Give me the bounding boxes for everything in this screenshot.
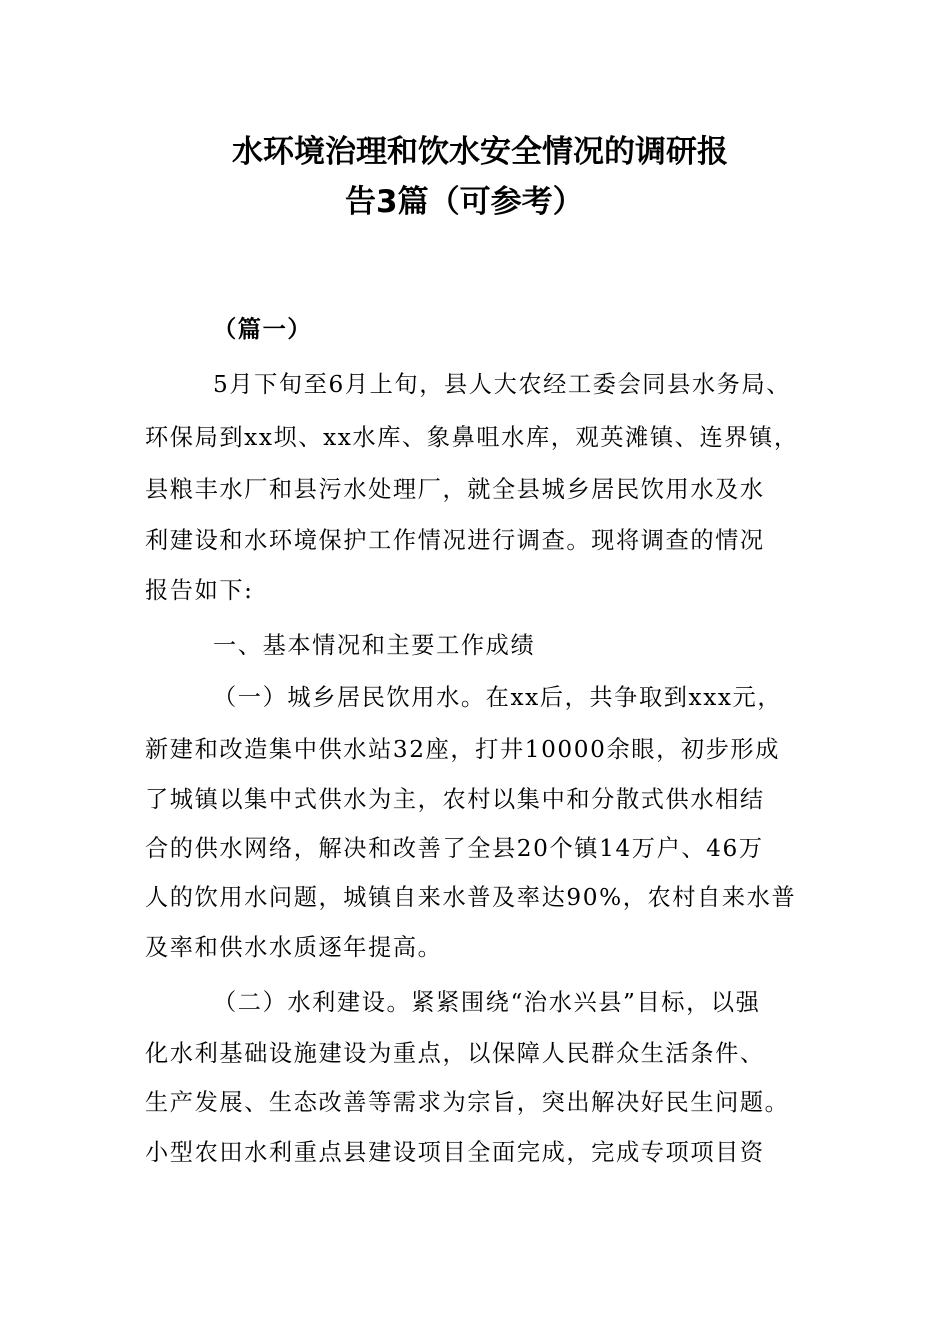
paragraph-line: 及率和供水水质逐年提高。 (145, 934, 443, 961)
section-label: （篇一） (213, 316, 313, 343)
paragraph-line: 了城镇以集中式供水为主，农村以集中和分散式供水相结 (145, 786, 765, 813)
paragraph-line: （二）水利建设。紧紧围绕“治水兴县”目标，以强 (213, 989, 761, 1016)
paragraph-line: （一）城乡居民饮用水。在xx后，共争取到xxx元， (213, 684, 783, 711)
paragraph-line: 化水利基础设施建设为重点，以保障人民群众生活条件、 (145, 1040, 765, 1067)
paragraph-line: 人的饮用水问题，城镇自来水普及率达90%，农村自来水普 (145, 884, 797, 911)
paragraph-line: 环保局到xx坝、xx水库、象鼻咀水库，观英滩镇、连界镇， (145, 424, 799, 451)
paragraph-line: 新建和改造集中供水站32座，打井10000余眼，初步形成 (145, 736, 781, 763)
section-heading: 一、基本情况和主要工作成绩 (213, 632, 536, 659)
paragraph-line: 合的供水网络，解决和改善了全县20个镇14万户、46万 (145, 835, 764, 862)
paragraph-line: 生产发展、生态改善等需求为宗旨，突出解决好民生问题。 (145, 1089, 790, 1116)
paragraph-line: 县粮丰水厂和县污水处理厂，就全县城乡居民饮用水及水 (145, 476, 765, 503)
paragraph-line: 利建设和水环境保护工作情况进行调查。现将调查的情况 (145, 527, 765, 554)
paragraph-line: 报告如下: (145, 577, 254, 604)
paragraph-line: 5月下旬至6月上旬，县人大农经工委会同县水务局、 (213, 371, 792, 398)
document-title-line-1: 水环境治理和饮水安全情况的调研报 (232, 134, 728, 170)
document-title-line-2: 告3篇（可参考） (345, 184, 584, 220)
paragraph-line: 小型农田水利重点县建设项目全面完成，完成专项项目资 (145, 1139, 765, 1166)
